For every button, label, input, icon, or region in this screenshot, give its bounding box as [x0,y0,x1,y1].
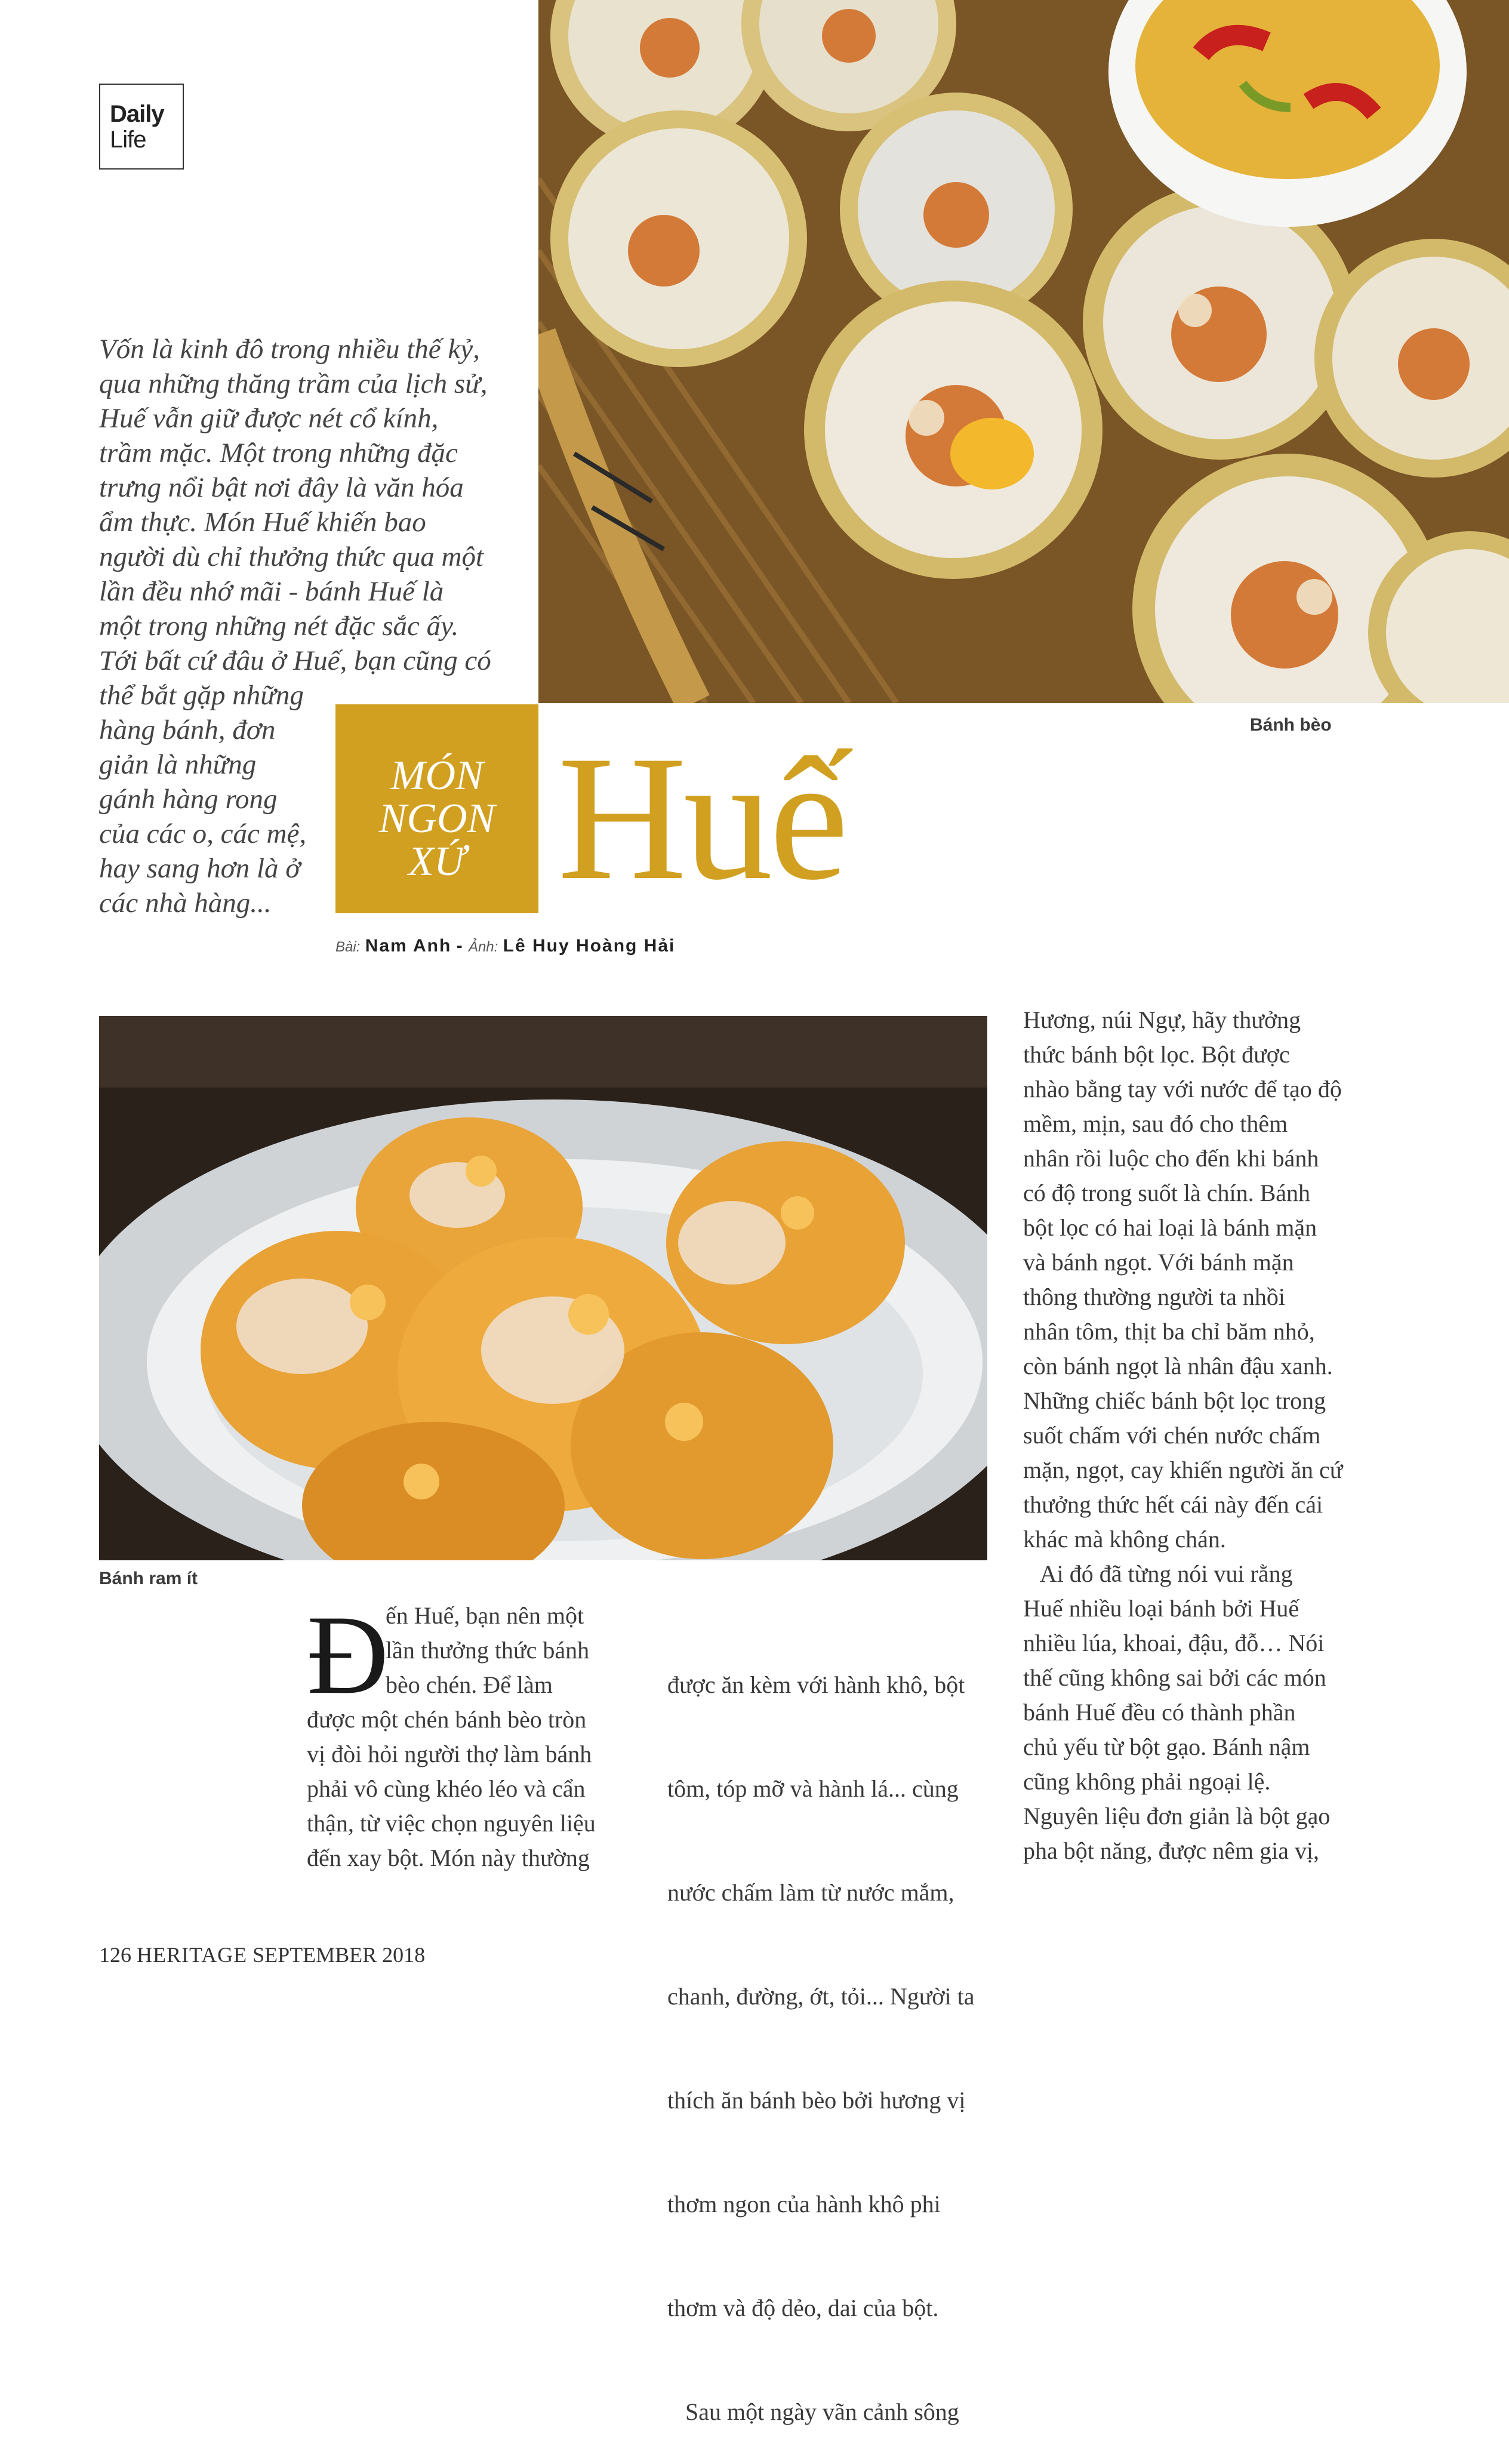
banh-ram-it-photo [99,1016,987,1560]
banh-beo-photo [538,0,1509,703]
body-line: bánh Huế đều có thành phần [1023,1699,1296,1726]
body-line: được một chén bánh bèo tròn [307,1706,587,1733]
kicker-line: XỨ [408,839,466,885]
body-line: nhiều lúa, khoai, đậu, đỗ… Nói [1023,1630,1325,1656]
byline-photographer: Lê Huy Hoàng Hải [503,936,676,956]
intro-line: của các o, các mệ, [99,818,307,849]
byline-text-label: Bài: [335,939,361,955]
body-line: nhân tôm, thịt ba chỉ băm nhỏ, [1023,1318,1315,1345]
body-line: pha bột năng, được nêm gia vị, [1023,1837,1320,1864]
body-line: được ăn kèm với hành khô, bột [667,1671,965,1698]
title-kicker [335,754,538,883]
body-line: bèo chén. Để làm [386,1671,553,1698]
intro-line: hàng bánh, đơn [99,714,276,746]
intro-line: một trong những nét đặc sắc ấy. [99,611,459,642]
body-line: bột lọc có hai loại là bánh mặn [1023,1214,1317,1241]
section-tag [99,84,184,170]
intro-line: ẩm thực. Món Huế khiến bao [99,507,426,538]
body-column-1-top [386,1598,589,1702]
intro-line: gánh hàng rong [99,784,278,815]
body-line: Hương, núi Ngự, hãy thưởng [1023,1006,1301,1033]
body-line: vị đòi hỏi người thợ làm bánh [307,1741,592,1767]
intro-line: các nhà hàng... [99,888,272,919]
body-line: thế cũng không sai bởi các món [1023,1664,1326,1691]
intro-line: Vốn là kinh đô trong nhiều thế kỷ, [99,334,480,365]
byline [335,936,675,956]
body-line: chanh, đường, ớt, tỏi... Người ta [667,1983,975,2010]
intro-line: Tới bất cứ đâu ở Huế, bạn cũng có [99,645,491,676]
intro-line: hay sang hơn là ở [99,853,301,884]
issue-date: SEPTEMBER 2018 [252,1943,426,1967]
body-line: còn bánh ngọt là nhân đậu xanh. [1023,1353,1333,1379]
body-line: Những chiếc bánh bột lọc trong [1023,1387,1326,1414]
byline-separator: - [456,936,464,956]
section-tag-line2: Life [110,127,146,153]
kicker-line: NGON [378,796,495,842]
page-footer [99,1942,425,1967]
intro-line: thể bắt gặp những [99,680,304,711]
intro-line: người dù chỉ thưởng thức qua một [99,541,484,572]
body-line: thức bánh bột lọc. Bột được [1023,1041,1290,1068]
drop-cap: Đ [307,1593,389,1718]
body-line: thơm và độ dẻo, dai của bột. [667,2294,939,2321]
body-line: Sau một ngày vãn cảnh sông [667,2398,959,2425]
intro-line: qua những thăng trầm của lịch sử, [99,368,488,399]
body-line: khác mà không chán. [1023,1526,1226,1553]
body-line: tôm, tóp mỡ và hành lá... cùng [667,1775,959,1802]
body-line: có độ trong suốt là chín. Bánh [1023,1179,1311,1206]
body-line: Nguyên liệu đơn giản là bột gạo [1023,1803,1331,1829]
kicker-line: MÓN [390,753,484,799]
body-line: ến Huế, bạn nên một [386,1602,584,1629]
intro-line: Huế vẫn giữ được nét cổ kính, [99,403,439,434]
body-line: đến xay bột. Món này thường [307,1844,590,1871]
page-number: 126 [99,1943,131,1967]
body-column-2 [667,1598,975,2464]
body-line: thưởng thức hết cái này đến cái [1023,1491,1323,1518]
page-title: Huế [558,719,845,917]
section-tag-line1: Daily [110,101,164,127]
intro-line: trầm mặc. Một trong những đặc [99,438,458,469]
byline-photo-label: Ảnh: [468,939,498,955]
intro-line: lần đều nhớ mãi - bánh Huế là [99,576,444,607]
body-column-3 [1023,1003,1343,1868]
body-line: cũng không phải ngoại lệ. [1023,1768,1271,1795]
body-line: Huế nhiều loại bánh bởi Huế [1023,1595,1299,1622]
body-line: thông thường người ta nhồi [1023,1283,1285,1310]
body-line: Ai đó đã từng nói vui rằng [1023,1560,1293,1587]
body-line: chủ yếu từ bột gạo. Bánh nậm [1023,1733,1310,1760]
body-column-1 [307,1702,596,1875]
intro-line: giản là những [99,749,257,780]
body-line: và bánh ngọt. Với bánh mặn [1023,1249,1294,1276]
intro-line: trưng nổi bật nơi đây là văn hóa [99,472,464,503]
body-line: suốt chấm với chén nước chấm [1023,1422,1321,1449]
banh-beo-caption: Bánh bèo [1250,715,1332,735]
body-line: mềm, mịn, sau đó cho thêm [1023,1110,1288,1137]
body-line: thơm ngon của hành khô phi [667,2191,941,2217]
body-line: lần thưởng thức bánh [386,1637,590,1664]
body-line: thích ăn bánh bèo bởi hương vị [667,2087,966,2114]
body-line: nước chấm làm từ nước mắm, [667,1879,954,1906]
body-line: nhào bằng tay với nước để tạo độ [1023,1076,1342,1102]
magazine-name: HERITAGE [137,1943,248,1967]
byline-author: Nam Anh [365,936,452,956]
banh-ram-it-caption: Bánh ram ít [99,1569,198,1588]
body-line: nhân rồi luộc cho đến khi bánh [1023,1145,1319,1172]
body-line: phải vô cùng khéo léo và cẩn [307,1775,586,1802]
body-line: mặn, ngọt, cay khiến người ăn cứ [1023,1456,1343,1483]
body-line: thận, từ việc chọn nguyên liệu [307,1810,596,1837]
